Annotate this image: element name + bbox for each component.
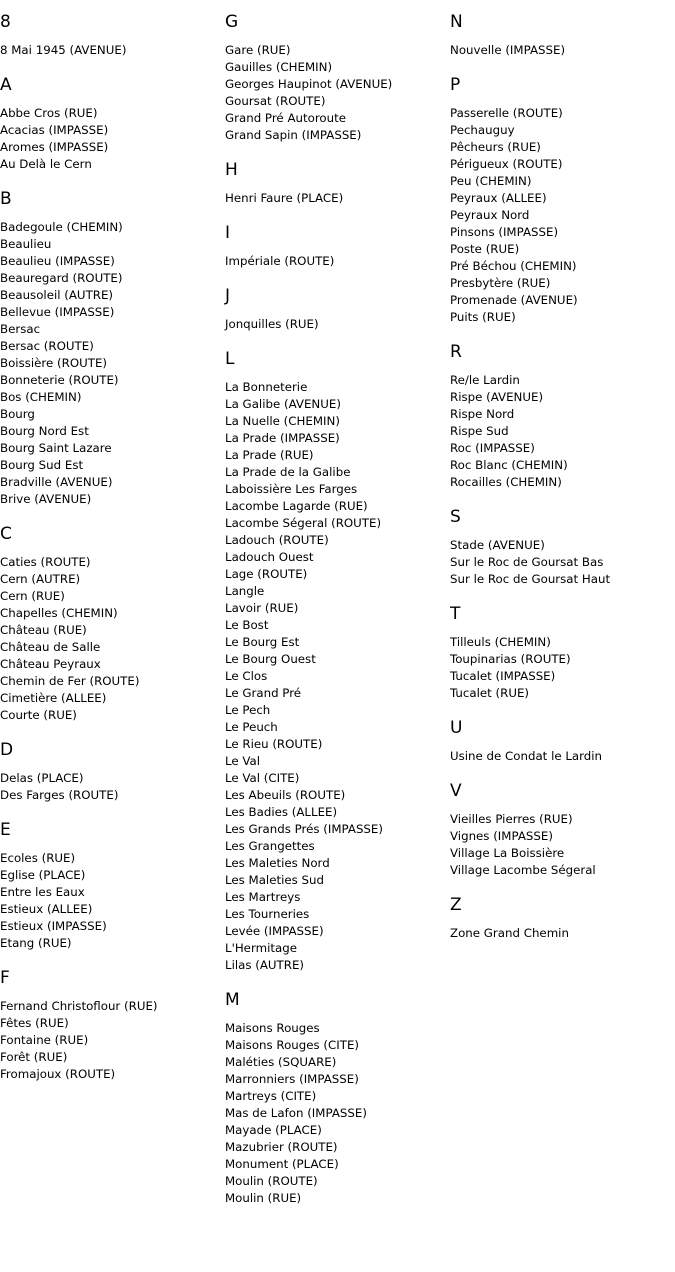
- street-link[interactable]: Cimetière (ALLEE): [0, 691, 107, 705]
- street-link[interactable]: Lage (ROUTE): [225, 567, 308, 581]
- street-link[interactable]: Badegoule (CHEMIN): [0, 220, 123, 234]
- street-list: [450, 748, 670, 765]
- street-link[interactable]: Rispe (AVENUE): [450, 390, 544, 404]
- street-link[interactable]: Ladouch Ouest: [225, 550, 314, 564]
- street-link[interactable]: Moulin (RUE): [225, 1191, 302, 1205]
- street-list: [0, 105, 220, 173]
- street-list: [225, 42, 445, 144]
- street-link[interactable]: Grand Sapin (IMPASSE): [225, 128, 362, 142]
- street-link[interactable]: La Prade (IMPASSE): [225, 431, 340, 445]
- letter-heading: F: [0, 968, 11, 988]
- street-link[interactable]: Maisons Rouges (CITE): [225, 1038, 360, 1052]
- street-link[interactable]: Lavoir (RUE): [225, 601, 299, 615]
- street-link[interactable]: Roc (IMPASSE): [450, 441, 535, 455]
- street-link[interactable]: Bersac (ROUTE): [0, 339, 94, 353]
- street-link[interactable]: Promenade (AVENUE): [450, 293, 578, 307]
- street-link[interactable]: Peu (CHEMIN): [450, 174, 532, 188]
- street-list: [450, 372, 670, 491]
- street-link[interactable]: Passerelle (ROUTE): [450, 106, 563, 120]
- letter-group: [450, 12, 670, 59]
- street-link[interactable]: Les Maleties Nord: [225, 856, 330, 870]
- letter-group: [450, 342, 670, 491]
- street-link[interactable]: Impériale (ROUTE): [225, 254, 335, 268]
- street-list: [450, 105, 670, 326]
- letter-group: [450, 781, 670, 879]
- street-link[interactable]: Le Val: [225, 754, 261, 768]
- letter-heading: J: [225, 286, 231, 306]
- street-link[interactable]: Caties (ROUTE): [0, 555, 91, 569]
- street-link[interactable]: Fernand Christoflour (RUE): [0, 999, 158, 1013]
- street-link[interactable]: Vignes (IMPASSE): [450, 829, 553, 843]
- street-link[interactable]: Les Grangettes: [225, 839, 315, 853]
- street-link[interactable]: Cern (AUTRE): [0, 572, 81, 586]
- letter-heading: D: [0, 740, 14, 760]
- letter-heading: I: [225, 223, 231, 243]
- street-link[interactable]: Beausoleil (AUTRE): [0, 288, 114, 302]
- street-link[interactable]: Pechauguy: [450, 123, 515, 137]
- street-link[interactable]: Lacombe Ségeral (ROUTE): [225, 516, 382, 530]
- street-link[interactable]: Laboissière Les Farges: [225, 482, 358, 496]
- street-list: [0, 42, 220, 59]
- street-link[interactable]: Beauregard (ROUTE): [0, 271, 123, 285]
- street-list: [450, 537, 670, 588]
- street-link[interactable]: Fêtes (RUE): [0, 1016, 69, 1030]
- street-link[interactable]: Château (RUE): [0, 623, 87, 637]
- street-link[interactable]: Les Maleties Sud: [225, 873, 324, 887]
- street-link[interactable]: Gare (RUE): [225, 43, 291, 57]
- street-link[interactable]: Pré Béchou (CHEMIN): [450, 259, 577, 273]
- letter-group: [225, 990, 445, 1207]
- street-link[interactable]: Les Grands Prés (IMPASSE): [225, 822, 383, 836]
- street-link[interactable]: Les Abeuils (ROUTE): [225, 788, 346, 802]
- street-link[interactable]: Les Badies (ALLEE): [225, 805, 338, 819]
- street-link[interactable]: Monument (PLACE): [225, 1157, 339, 1171]
- street-link[interactable]: Au Delà le Cern: [0, 157, 92, 171]
- street-link[interactable]: Vieilles Pierres (RUE): [450, 812, 573, 826]
- street-link[interactable]: Mazubrier (ROUTE): [225, 1140, 338, 1154]
- street-list: [225, 190, 445, 207]
- street-link[interactable]: Entre les Eaux: [0, 885, 85, 899]
- street-link[interactable]: Nouvelle (IMPASSE): [450, 43, 566, 57]
- street-list: [0, 850, 220, 952]
- street-link[interactable]: Le Peuch: [225, 720, 278, 734]
- street-link[interactable]: Langle: [225, 584, 265, 598]
- street-link[interactable]: Rispe Nord: [450, 407, 515, 421]
- letter-heading: E: [0, 820, 12, 840]
- street-link[interactable]: Bersac: [0, 322, 41, 336]
- street-link[interactable]: Le Rieu (ROUTE): [225, 737, 323, 751]
- index-column-1: [0, 12, 220, 1099]
- letter-heading: B: [0, 189, 13, 209]
- letter-group: [450, 604, 670, 702]
- street-link[interactable]: Re/le Lardin: [450, 373, 520, 387]
- letter-heading: C: [0, 524, 13, 544]
- street-list: [0, 770, 220, 804]
- letter-heading: S: [450, 507, 462, 527]
- street-link[interactable]: La Galibe (AVENUE): [225, 397, 341, 411]
- street-link[interactable]: Beaulieu (IMPASSE): [0, 254, 115, 268]
- letter-heading: U: [450, 718, 463, 738]
- street-link[interactable]: La Prade (RUE): [225, 448, 314, 462]
- street-link[interactable]: Château de Salle: [0, 640, 101, 654]
- street-link[interactable]: Les Martreys: [225, 890, 301, 904]
- letter-heading: Z: [450, 895, 463, 915]
- letter-group: [0, 740, 220, 804]
- letter-group: [0, 12, 220, 59]
- street-link[interactable]: Maléties (SQUARE): [225, 1055, 337, 1069]
- street-link[interactable]: Fontaine (RUE): [0, 1033, 89, 1047]
- street-link[interactable]: Eglise (PLACE): [0, 868, 86, 882]
- street-link[interactable]: Toupinarias (ROUTE): [450, 652, 571, 666]
- street-list: [450, 634, 670, 702]
- street-link[interactable]: Château Peyraux: [0, 657, 101, 671]
- index-column-3: [450, 12, 670, 958]
- street-link[interactable]: Moulin (ROUTE): [225, 1174, 318, 1188]
- letter-heading: T: [450, 604, 461, 624]
- street-link[interactable]: Le Clos: [225, 669, 268, 683]
- street-link[interactable]: Stade (AVENUE): [450, 538, 545, 552]
- street-link[interactable]: Peyraux (ALLEE): [450, 191, 547, 205]
- letter-group: [450, 895, 670, 942]
- street-link[interactable]: La Bonneterie: [225, 380, 308, 394]
- street-link[interactable]: Fromajoux (ROUTE): [0, 1067, 116, 1081]
- street-link[interactable]: Gauilles (CHEMIN): [225, 60, 333, 74]
- street-list: [225, 253, 445, 270]
- letter-heading: A: [0, 75, 13, 95]
- street-link[interactable]: Etang (RUE): [0, 936, 72, 950]
- street-link[interactable]: Sur le Roc de Goursat Bas: [450, 555, 604, 569]
- street-link[interactable]: Bonneterie (ROUTE): [0, 373, 119, 387]
- street-link[interactable]: Des Farges (ROUTE): [0, 788, 119, 802]
- street-list: [0, 219, 220, 508]
- street-link[interactable]: Martreys (CITE): [225, 1089, 317, 1103]
- street-link[interactable]: Usine de Condat le Lardin: [450, 749, 603, 763]
- street-link[interactable]: Les Tourneries: [225, 907, 310, 921]
- street-link[interactable]: Maisons Rouges: [225, 1021, 320, 1035]
- street-link[interactable]: Le Pech: [225, 703, 271, 717]
- street-link[interactable]: Sur le Roc de Goursat Haut: [450, 572, 611, 586]
- street-list: [450, 811, 670, 879]
- street-link[interactable]: Georges Haupinot (AVENUE): [225, 77, 393, 91]
- letter-heading: H: [225, 160, 239, 180]
- street-link[interactable]: Pinsons (IMPASSE): [450, 225, 559, 239]
- letter-heading: P: [450, 75, 461, 95]
- letter-heading: N: [450, 12, 464, 32]
- street-link[interactable]: Henri Faure (PLACE): [225, 191, 344, 205]
- index-column-2: [225, 12, 445, 1223]
- street-link[interactable]: La Nuelle (CHEMIN): [225, 414, 340, 428]
- letter-heading: R: [450, 342, 463, 362]
- street-link[interactable]: Tucalet (RUE): [450, 686, 530, 700]
- letter-group: [0, 524, 220, 724]
- street-link[interactable]: Roc Blanc (CHEMIN): [450, 458, 568, 472]
- street-link[interactable]: Chapelles (CHEMIN): [0, 606, 118, 620]
- letter-heading: 8: [0, 12, 12, 32]
- letter-group: [450, 75, 670, 326]
- street-link[interactable]: Bourg Sud Est: [0, 458, 84, 472]
- street-link[interactable]: Marronniers (IMPASSE): [225, 1072, 359, 1086]
- street-link[interactable]: Rocailles (CHEMIN): [450, 475, 562, 489]
- street-link[interactable]: Village La Boissière: [450, 846, 565, 860]
- letter-group: [225, 286, 445, 333]
- street-link[interactable]: Presbytère (RUE): [450, 276, 551, 290]
- street-link[interactable]: Village Lacombe Ségeral: [450, 863, 596, 877]
- street-link[interactable]: Bellevue (IMPASSE): [0, 305, 115, 319]
- letter-group: [0, 820, 220, 952]
- letter-group: [450, 507, 670, 588]
- street-link[interactable]: Boissière (ROUTE): [0, 356, 107, 370]
- street-link[interactable]: Zone Grand Chemin: [450, 926, 569, 940]
- street-link[interactable]: Acacias (IMPASSE): [0, 123, 109, 137]
- street-link[interactable]: Jonquilles (RUE): [225, 317, 319, 331]
- street-link[interactable]: Forêt (RUE): [0, 1050, 68, 1064]
- street-link[interactable]: Tucalet (IMPASSE): [450, 669, 556, 683]
- street-link[interactable]: Brive (AVENUE): [0, 492, 92, 506]
- street-list: [225, 1020, 445, 1207]
- letter-group: [225, 12, 445, 144]
- letter-group: [225, 160, 445, 207]
- street-link[interactable]: Pêcheurs (RUE): [450, 140, 541, 154]
- street-link[interactable]: Bos (CHEMIN): [0, 390, 82, 404]
- street-link[interactable]: Le Grand Pré: [225, 686, 302, 700]
- street-link[interactable]: Estieux (IMPASSE): [0, 919, 107, 933]
- street-link[interactable]: Périgueux (ROUTE): [450, 157, 563, 171]
- street-link[interactable]: Mas de Lafon (IMPASSE): [225, 1106, 367, 1120]
- street-link[interactable]: Grand Pré Autoroute: [225, 111, 346, 125]
- street-list: [225, 379, 445, 974]
- letter-group: [0, 189, 220, 508]
- letter-group: [0, 968, 220, 1083]
- street-link[interactable]: Le Bourg Ouest: [225, 652, 316, 666]
- street-list: [0, 998, 220, 1083]
- street-link[interactable]: Levée (IMPASSE): [225, 924, 324, 938]
- street-link[interactable]: Goursat (ROUTE): [225, 94, 326, 108]
- street-link[interactable]: Ladouch (ROUTE): [225, 533, 329, 547]
- street-link[interactable]: Poste (RUE): [450, 242, 520, 256]
- street-link[interactable]: Tilleuls (CHEMIN): [450, 635, 551, 649]
- street-link[interactable]: Bourg Saint Lazare: [0, 441, 112, 455]
- street-link[interactable]: Cern (RUE): [0, 589, 65, 603]
- street-link[interactable]: La Prade de la Galibe: [225, 465, 351, 479]
- street-link[interactable]: Bourg Nord Est: [0, 424, 89, 438]
- street-link[interactable]: Bourg: [0, 407, 35, 421]
- street-list: [225, 316, 445, 333]
- street-link[interactable]: Ecoles (RUE): [0, 851, 76, 865]
- street-link[interactable]: Le Bourg Est: [225, 635, 300, 649]
- letter-group: [225, 223, 445, 270]
- street-link[interactable]: Aromes (IMPASSE): [0, 140, 109, 154]
- street-link[interactable]: Rispe Sud: [450, 424, 509, 438]
- street-link[interactable]: Delas (PLACE): [0, 771, 84, 785]
- street-link[interactable]: Courte (RUE): [0, 708, 77, 722]
- street-list: [0, 554, 220, 724]
- street-link[interactable]: 8 Mai 1945 (AVENUE): [0, 43, 127, 57]
- street-link[interactable]: Peyraux Nord: [450, 208, 530, 222]
- letter-group: [225, 349, 445, 974]
- street-link[interactable]: L'Hermitage: [225, 941, 297, 955]
- street-link[interactable]: Estieux (ALLEE): [0, 902, 93, 916]
- street-list: [450, 925, 670, 942]
- street-link[interactable]: Beaulieu: [0, 237, 52, 251]
- street-link[interactable]: Le Bost: [225, 618, 269, 632]
- letter-heading: V: [450, 781, 463, 801]
- street-link[interactable]: Chemin de Fer (ROUTE): [0, 674, 140, 688]
- street-link[interactable]: Mayade (PLACE): [225, 1123, 322, 1137]
- letter-heading: L: [225, 349, 235, 369]
- letter-group: [450, 718, 670, 765]
- street-link[interactable]: Bradville (AVENUE): [0, 475, 113, 489]
- street-link[interactable]: Abbe Cros (RUE): [0, 106, 98, 120]
- street-link[interactable]: Lacombe Lagarde (RUE): [225, 499, 368, 513]
- street-link[interactable]: Le Val (CITE): [225, 771, 300, 785]
- letter-heading: M: [225, 990, 241, 1010]
- street-link[interactable]: Lilas (AUTRE): [225, 958, 305, 972]
- street-link[interactable]: Puits (RUE): [450, 310, 516, 324]
- letter-heading: G: [225, 12, 239, 32]
- street-list: [450, 42, 670, 59]
- letter-group: [0, 75, 220, 173]
